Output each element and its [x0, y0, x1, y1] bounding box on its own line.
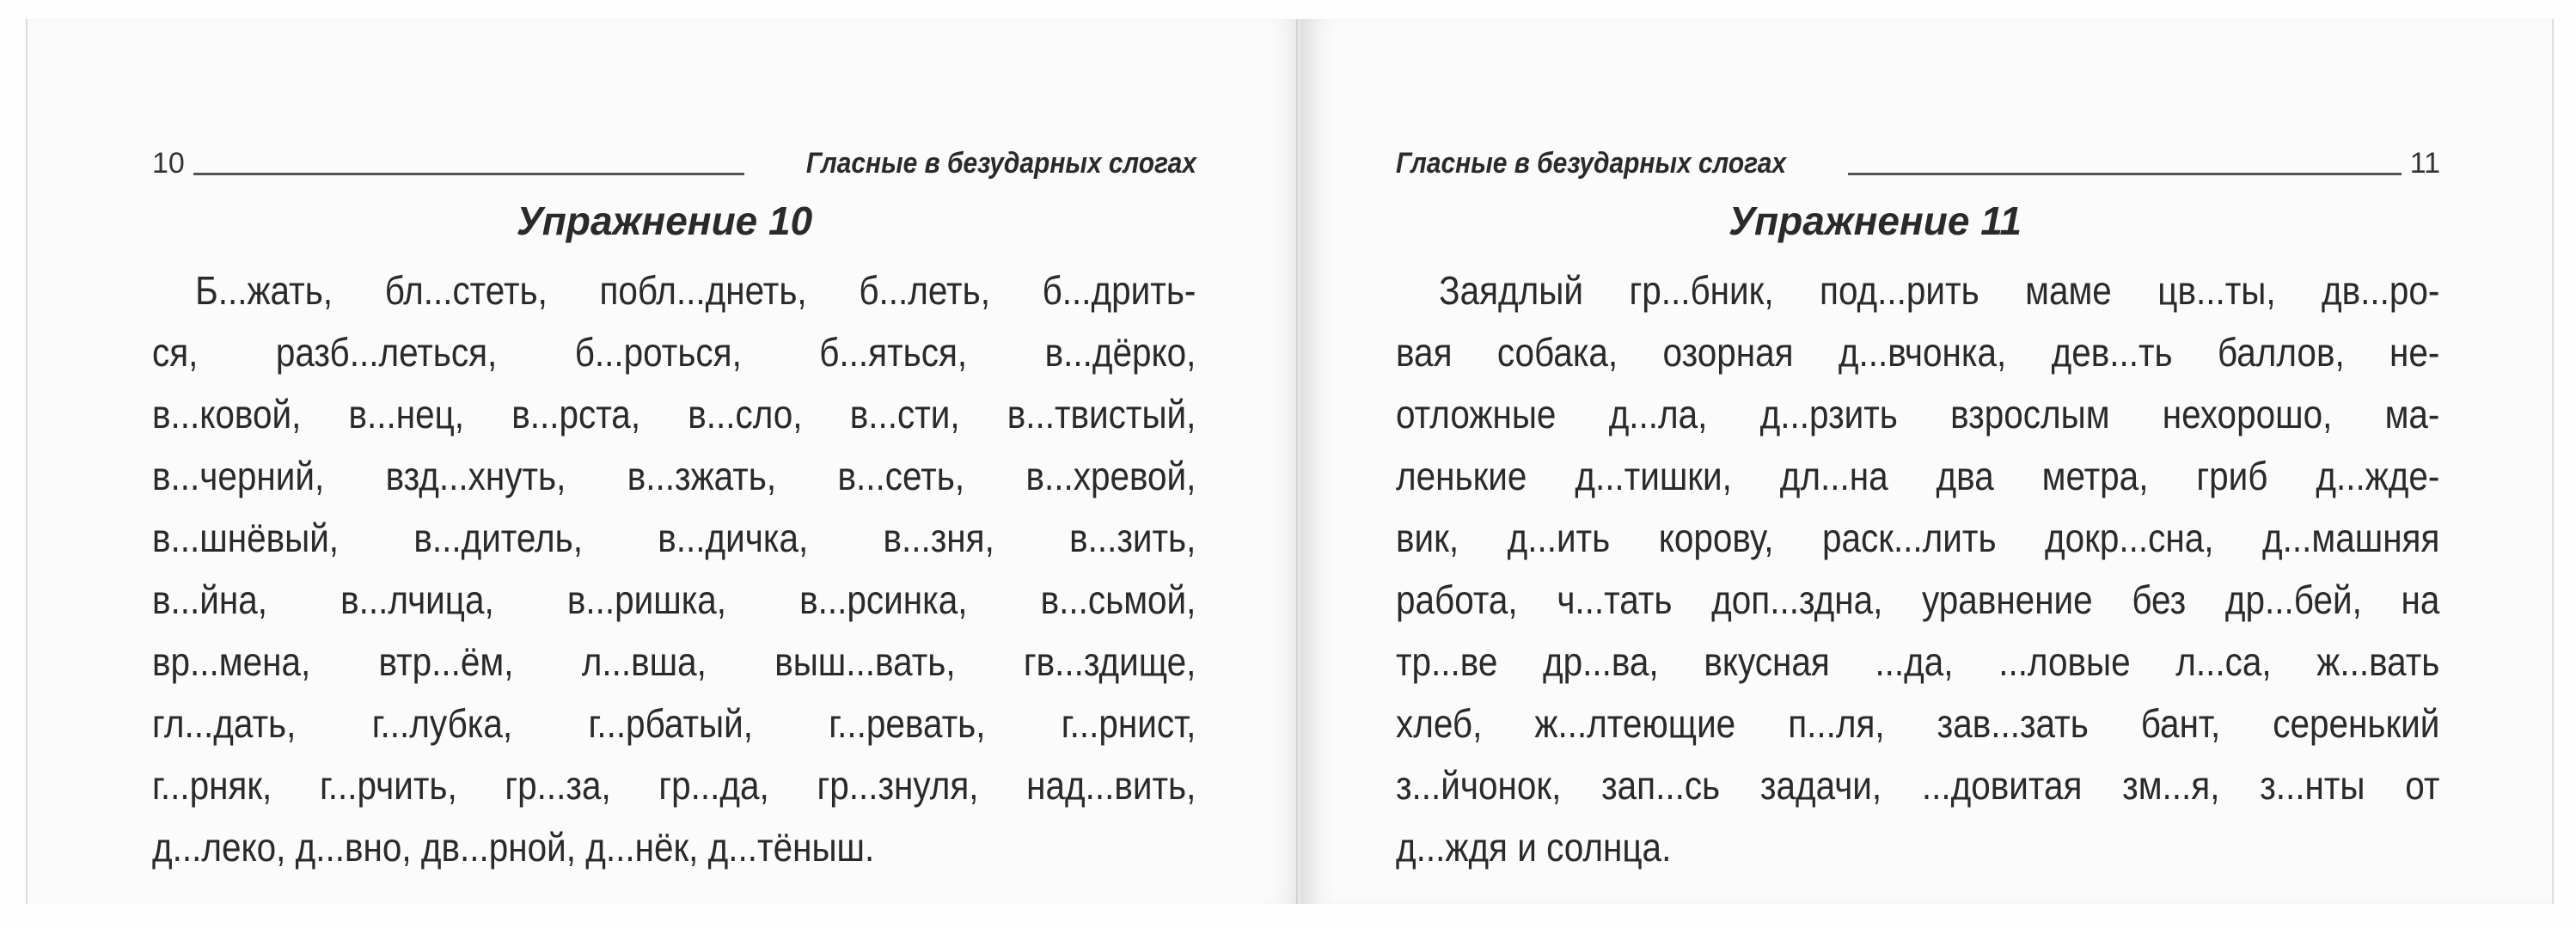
exercise-title: Упражнение 11 [1728, 198, 2022, 243]
text-line: хлеб, ж...лтеющие п...ля, зав...зать бант, серенький [1396, 701, 2440, 746]
header-rule [1848, 173, 2402, 175]
exercise-text [1396, 259, 2440, 878]
text-line: Заядлый гр...бник, под...рить маме цв...ты, дв...ро- [1439, 268, 2440, 313]
text-line: тр...ве др...ва, вкусная ...да, ...ловые л...са, ж...вать [1396, 639, 2440, 684]
text-line: в...йна, в...лчица, в...ришка, в...рсинка, в...сьмой, [152, 577, 1196, 622]
text-line: г...рняк, г...рчить, гр...за, гр...да, гр...знуля, над...вить, [152, 763, 1196, 808]
text-line: работа, ч...тать доп...здна, уравнение без др...бей, на [1396, 577, 2440, 622]
right-page [1301, 19, 2554, 904]
text-line: з...йчонок, зап...сь задачи, ...довитая зм...я, з...нты от [1396, 763, 2440, 808]
text-line: в...черний, взд...хнуть, в...зжать, в...сеть, в...хревой, [152, 454, 1196, 498]
exercise-title: Упражнение 10 [516, 198, 813, 243]
exercise-text [152, 259, 1196, 878]
text-line: д...ждя и солнца. [1396, 825, 1672, 870]
text-line: в...ковой, в...нец, в...рста, в...сло, в...сти, в...твистый, [152, 392, 1196, 437]
text-line: ся, разб...леться, б...роться, б...яться, в...дёрко, [152, 330, 1196, 375]
text-line: вик, д...ить корову, раск...лить докр...сна, д...машняя [1396, 516, 2440, 560]
page-number: 10 [152, 147, 185, 180]
text-line: гл...дать, г...лубка, г...рбатый, г...ревать, г...рнист, [152, 701, 1196, 746]
page-number: 11 [2409, 147, 2440, 180]
text-line: Б...жать, бл...стеть, побл...днеть, б...леть, б...дрить- [195, 268, 1196, 313]
text-line: вр...мена, втр...ём, л...вша, выш...вать, гв...здище, [152, 639, 1196, 684]
text-line: в...шнёвый, в...дитель, в...дичка, в...зня, в...зить, [152, 516, 1196, 560]
header-rule [193, 173, 744, 175]
text-line: ленькие д...тишки, дл...на два метра, гриб д...жде- [1396, 454, 2440, 498]
text-line: вая собака, озорная д...вчонка, дев...ть баллов, не- [1396, 330, 2440, 375]
left-page [26, 19, 1301, 904]
running-title: Гласные в безударных слогах [806, 147, 1196, 180]
text-line: д...леко, д...вно, дв...рной, д...нёк, д...тёныш. [152, 825, 875, 870]
text-line: отложные д...ла, д...рзить взрослым нехорошо, ма- [1396, 392, 2440, 437]
running-title: Гласные в безударных слогах [1396, 147, 1786, 180]
page-header [1396, 146, 2440, 180]
page-header [152, 146, 1196, 180]
